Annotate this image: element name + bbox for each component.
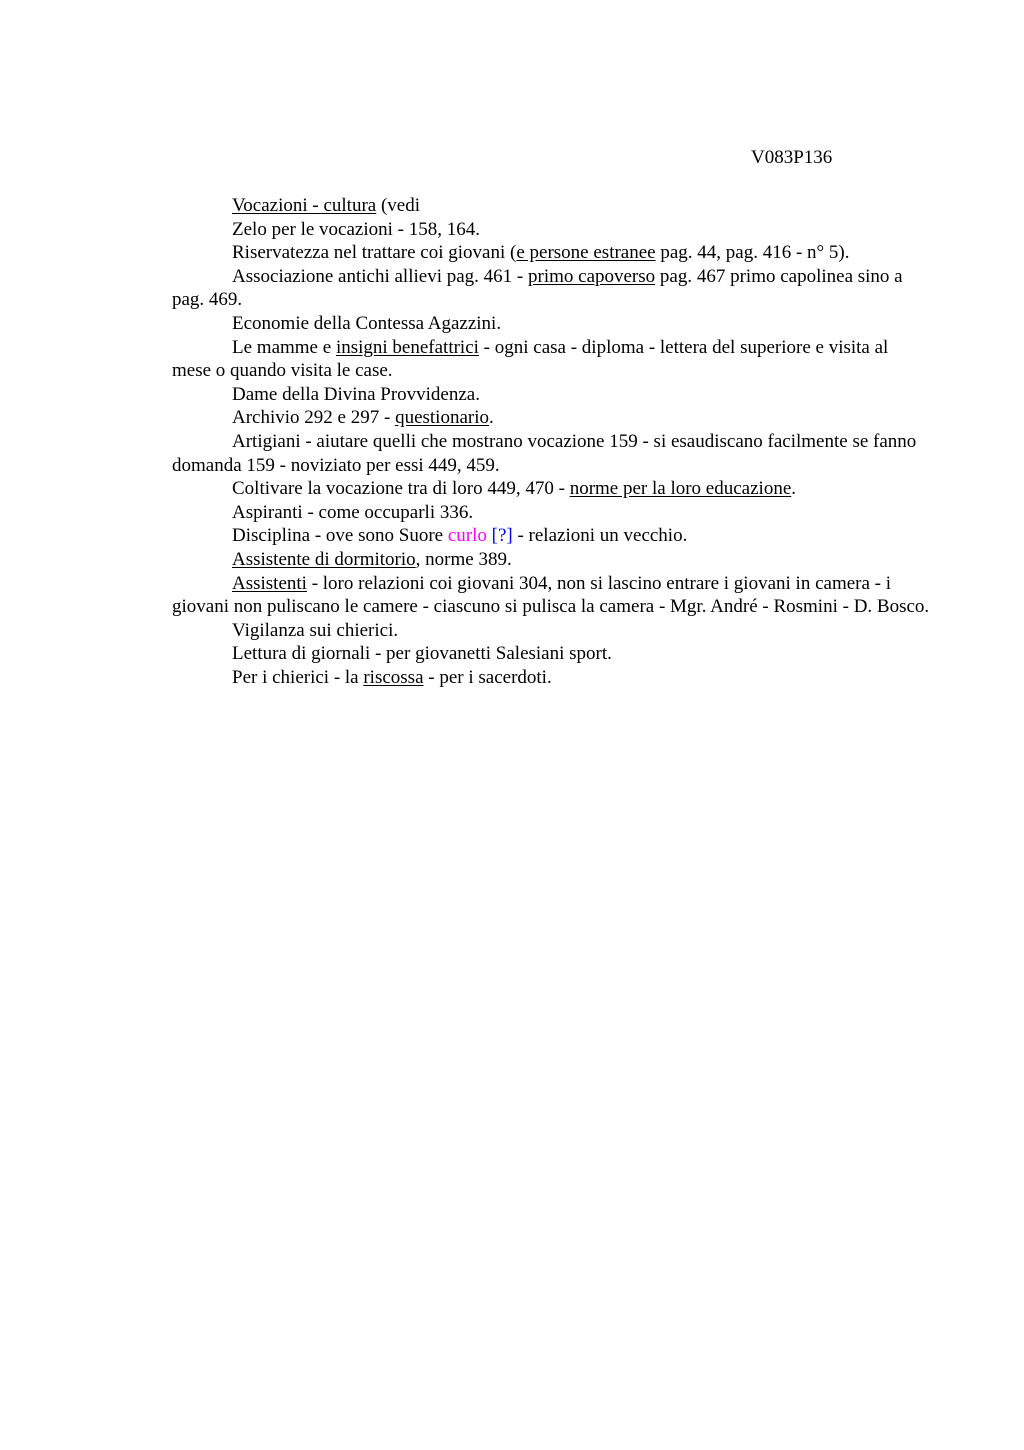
text-segment: Associazione antichi allievi pag. 461 -: [232, 265, 528, 287]
text-segment: pag. 44, pag. 416 - n° 5).: [655, 242, 850, 264]
text-segment: .: [489, 407, 494, 429]
text-segment: Disciplina - ove sono Suore: [232, 525, 448, 547]
underlined-text: Assistente di dormitorio: [232, 548, 416, 570]
underlined-text: e persone estranee: [516, 242, 656, 264]
text-segment: Dame della Divina Provvidenza.: [232, 383, 480, 405]
text-segment: (vedi: [376, 195, 421, 216]
underlined-text: Vocazioni - cultura: [232, 195, 377, 216]
paragraph: [172, 406, 932, 430]
paragraph: [172, 501, 932, 525]
text-segment: Archivio 292 e 297 -: [232, 407, 396, 429]
paragraph: [172, 666, 932, 690]
paragraph: [172, 265, 932, 312]
text-segment: Economie della Contessa Agazzini.: [232, 312, 502, 334]
text-segment: - relazioni un vecchio.: [512, 525, 688, 547]
paragraph: [172, 241, 932, 265]
paragraph: [172, 194, 932, 218]
paragraph: [172, 336, 932, 383]
text-segment: .: [791, 478, 796, 500]
text-segment: pag. 467 primo capolinea sino a pag. 469.: [172, 265, 903, 311]
underlined-text: norme per la loro educazione: [569, 478, 792, 500]
text-segment: Aspiranti - come occuparli 336.: [232, 501, 474, 523]
text-segment: Zelo per le vocazioni - 158, 164.: [232, 218, 480, 240]
text-segment: , norme 389.: [415, 548, 512, 570]
paragraph: [172, 548, 932, 572]
underlined-text: riscossa: [363, 666, 424, 688]
text-segment: Artigiani - aiutare quelli che mostrano vocazione 159 - si esaudiscano facilmente se fanno domanda 159 - noviziato per essi 449, 459.: [172, 430, 917, 476]
underlined-text: primo capoverso: [528, 265, 656, 287]
underlined-text: insigni benefattrici: [335, 336, 479, 358]
paragraph: [172, 572, 932, 619]
text-segment: - ogni casa - diploma - lettera del superiore e visita al mese o quando visita le case.: [172, 336, 889, 382]
text-segment: Per i chierici - la: [232, 666, 364, 688]
paragraph: [172, 524, 932, 548]
document-body: [172, 194, 932, 689]
text-segment: Lettura di giornali - per giovanetti Salesiani sport.: [232, 643, 612, 665]
text-segment: Riservatezza nel trattare coi giovani (: [232, 242, 517, 264]
text-segment: - per i sacerdoti.: [423, 666, 552, 688]
paragraph: [172, 477, 932, 501]
page-identifier: V083P136: [751, 147, 833, 168]
paragraph: [172, 218, 932, 242]
paragraph: [172, 430, 932, 477]
underlined-text: Assistenti: [232, 572, 307, 594]
text-segment: Vigilanza sui chierici.: [232, 619, 399, 641]
colored-text: [?]: [491, 525, 513, 547]
text-segment: - loro relazioni coi giovani 304, non si lascino entrare i giovani in camera - i giovani non puliscano le camere - ciascuno si pulisca la camera - Mgr. André - Rosmini - D. Bosco.: [172, 572, 930, 618]
paragraph: [172, 619, 932, 643]
colored-text: curlo: [447, 525, 487, 547]
text-segment: Le mamme e: [232, 336, 336, 358]
underlined-text: questionario: [395, 407, 489, 429]
paragraph: [172, 383, 932, 407]
text-segment: Coltivare la vocazione tra di loro 449, 470 -: [232, 478, 570, 500]
paragraph: [172, 312, 932, 336]
paragraph: [172, 642, 932, 666]
